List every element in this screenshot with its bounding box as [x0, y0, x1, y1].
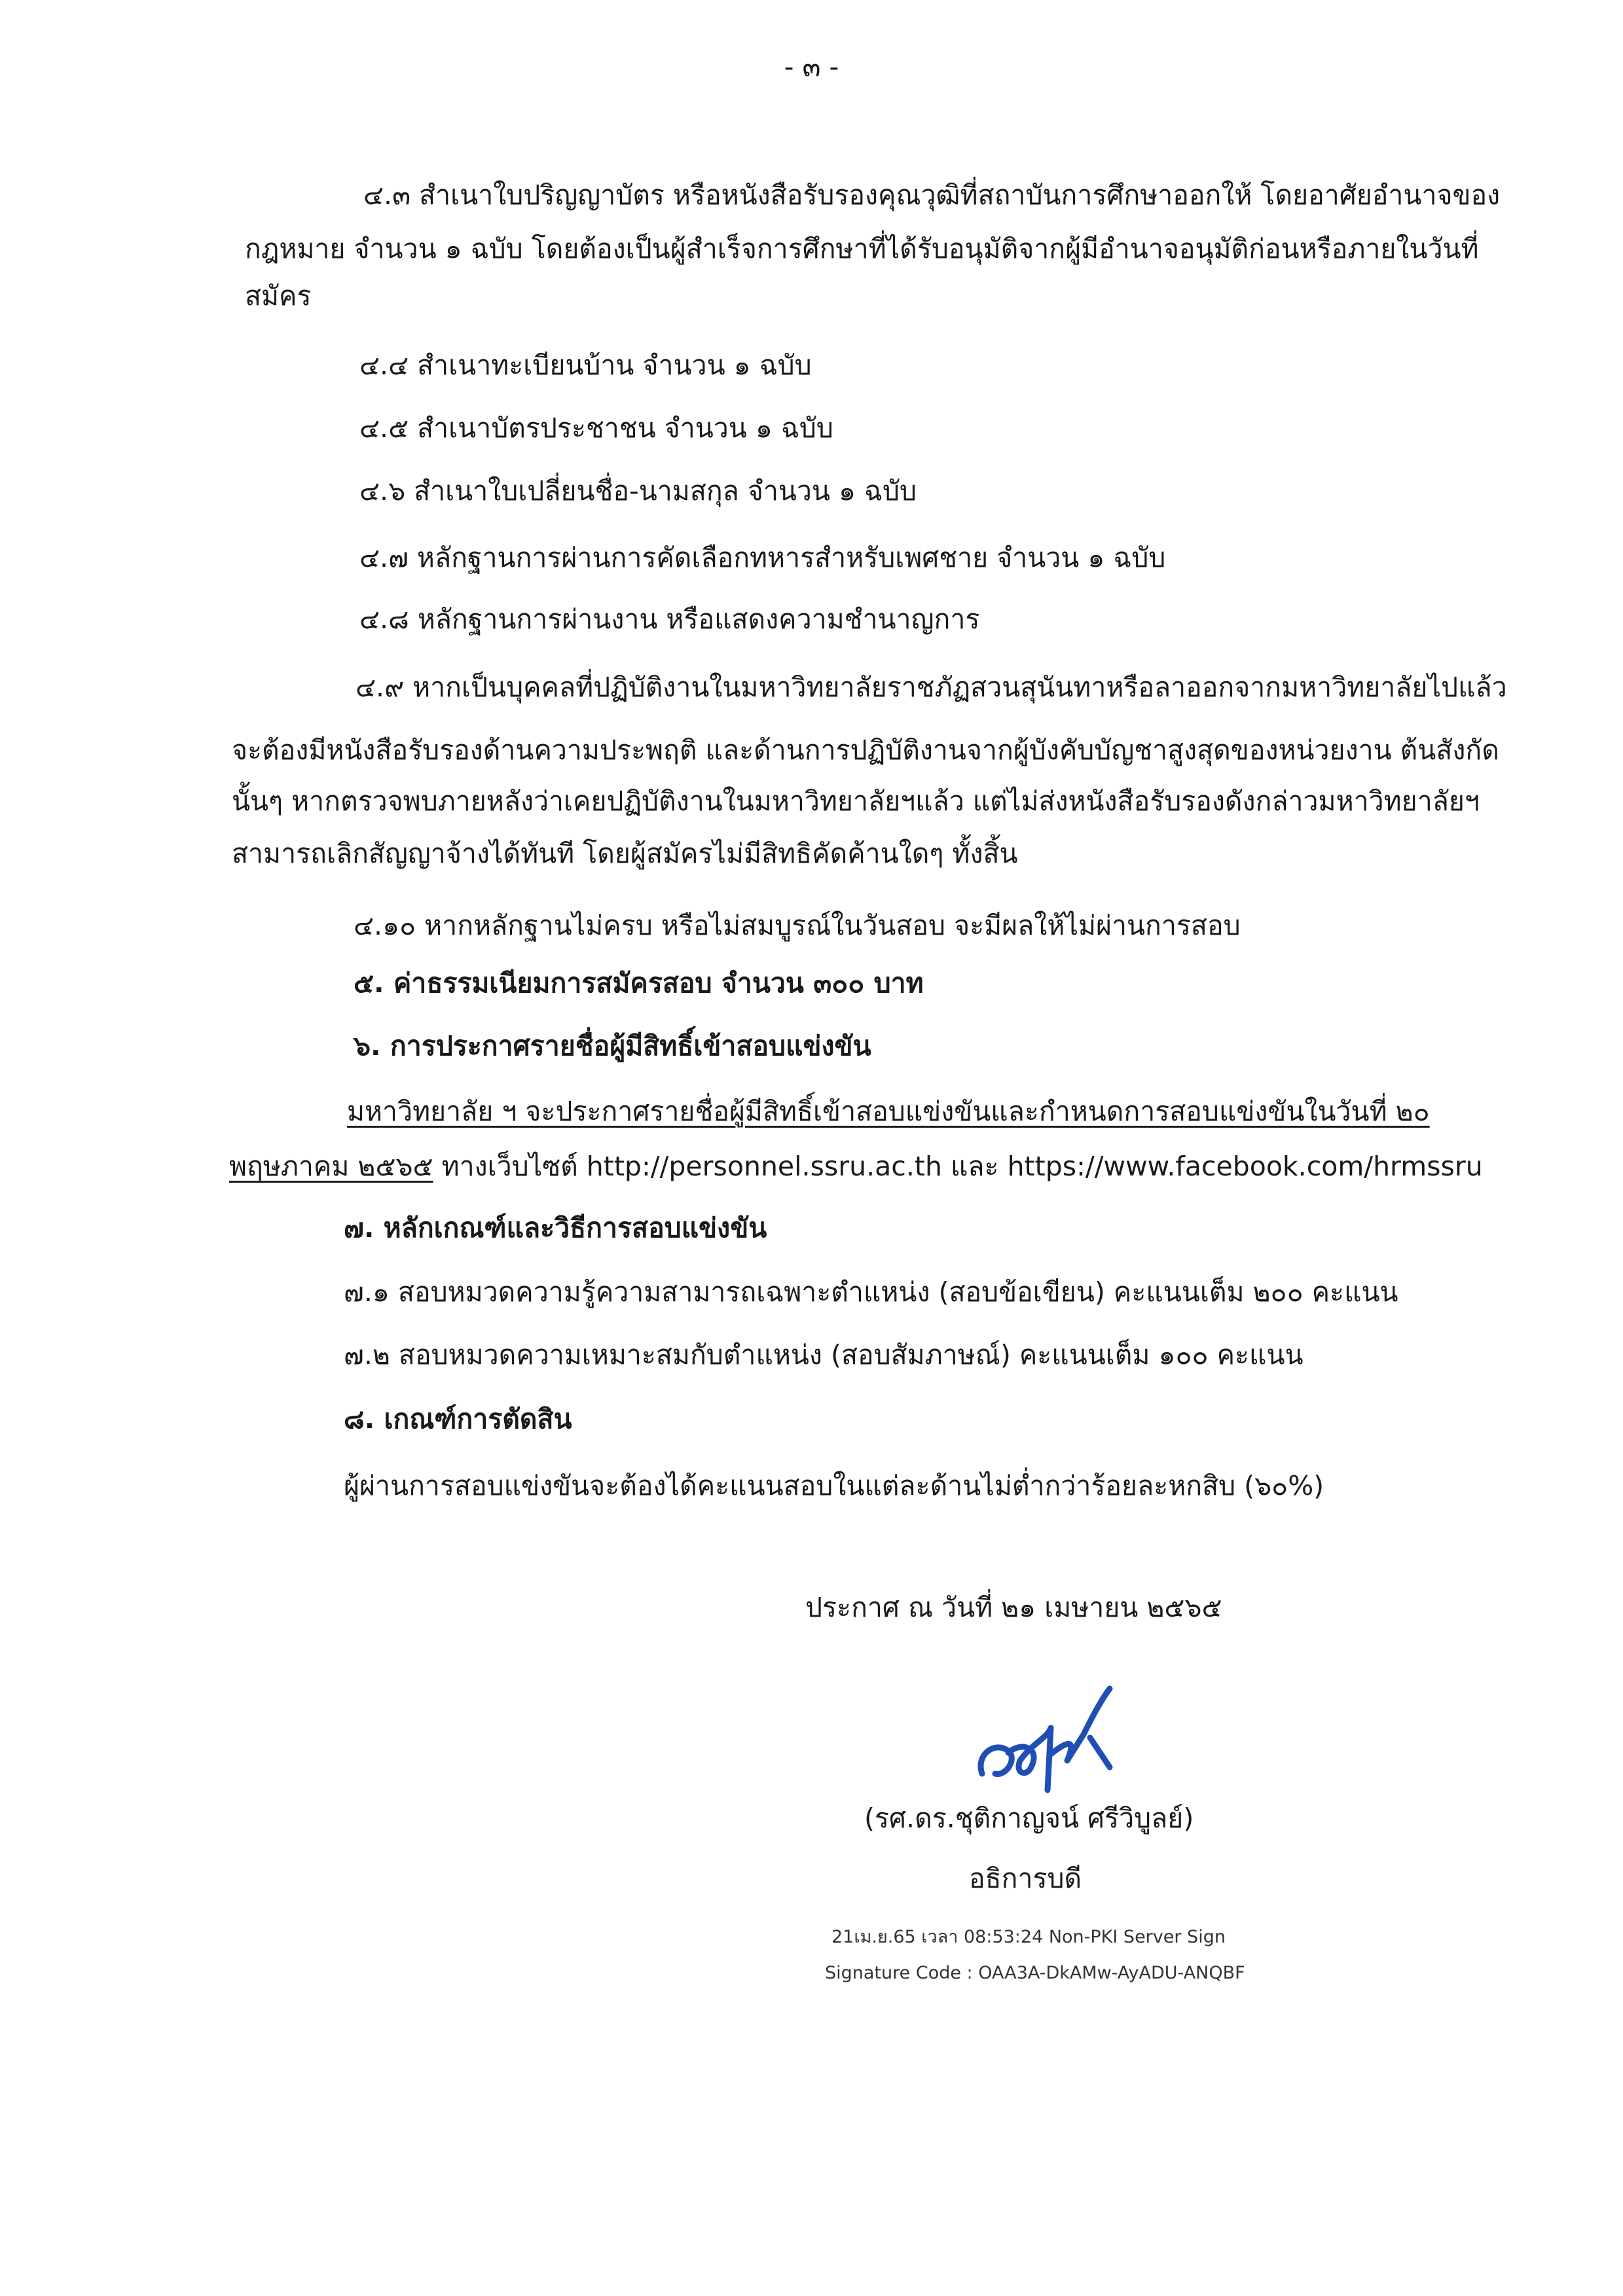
item-4-6: ๔.๖ สำเนาใบเปลี่ยนชื่อ-นามสกุล จำนวน ๑ ฉบับ — [359, 475, 917, 507]
item-4-5: ๔.๕ สำเนาบัตรประชาชน จำนวน ๑ ฉบับ — [359, 412, 833, 444]
section-8-heading: ๘. เกณฑ์การตัดสิน — [344, 1403, 572, 1435]
item-4-9-line4: สามารถเลิกสัญญาจ้างได้ทันที โดยผู้สมัครไม่มีสิทธิคัดค้านใดๆ ทั้งสิ้น — [232, 838, 1018, 869]
item-4-7: ๔.๗ หลักฐานการผ่านการคัดเลือกทหารสำหรับเพศชาย จำนวน ๑ ฉบับ — [359, 542, 1166, 573]
handwritten-signature — [969, 1676, 1120, 1806]
item-4-10: ๔.๑๐ หากหลักฐานไม่ครบ หรือไม่สมบูรณ์ในวันสอบ จะมีผลให้ไม่ผ่านการสอบ — [354, 910, 1241, 941]
section-7-heading: ๗. หลักเกณฑ์และวิธีการสอบแข่งขัน — [344, 1212, 767, 1244]
signature-code: Signature Code : OAA3A-DkAMw-AyADU-ANQBF — [825, 1963, 1245, 1983]
item-4-8: ๔.๘ หลักฐานการผ่านงาน หรือแสดงความชำนาญการ — [359, 603, 980, 635]
sign-timestamp: 21เม.ย.65 เวลา 08:53:24 Non-PKI Server Sign — [831, 1927, 1226, 1947]
section-7-item2: ๗.๒ สอบหมวดความเหมาะสมกับตำแหน่ง (สอบสัมภาษณ์) คะแนนเต็ม ๑๐๐ คะแนน — [344, 1339, 1304, 1371]
item-4-3-line2: กฎหมาย จำนวน ๑ ฉบับ โดยต้องเป็นผู้สำเร็จการศึกษาที่ได้รับอนุมัติจากผู้มีอำนาจอนุมัติก่อนหรือภายในวันที่ — [245, 233, 1479, 264]
page-number: - ๓ - — [784, 51, 839, 82]
signer-name: (รศ.ดร.ชุติกาญจน์ ศรีวิบูลย์) — [864, 1803, 1194, 1834]
section-6-heading: ๖. การประกาศรายชื่อผู้มีสิทธิ์เข้าสอบแข่งขัน — [354, 1030, 871, 1062]
section-5-heading: ๕. ค่าธรรมเนียมการสมัครสอบ จำนวน ๓๐๐ บาท — [354, 967, 924, 999]
item-4-4: ๔.๔ สำเนาทะเบียนบ้าน จำนวน ๑ ฉบับ — [359, 350, 812, 381]
item-4-9-line1: ๔.๙ หากเป็นบุคคลที่ปฏิบัติงานในมหาวิทยาลัยราชภัฏสวนสุนันทาหรือลาออกจากมหาวิทยาลัยไปแล้ว — [356, 672, 1507, 703]
website-links: ทางเว็บไซต์ http://personnel.ssru.ac.th และ https://www.facebook.com/hrmssru — [433, 1151, 1483, 1182]
item-4-3-line1: ๔.๓ สำเนาใบปริญญาบัตร หรือหนังสือรับรองคุณวุฒิที่สถาบันการศึกษาออกให้ โดยอาศัยอำนาจของ — [363, 179, 1501, 211]
section-6-line2 — [229, 1147, 1483, 1186]
section-8-text: ผู้ผ่านการสอบแข่งขันจะต้องได้คะแนนสอบในแต่ละด้านไม่ต่ำกว่าร้อยละหกสิบ (๖๐%) — [344, 1470, 1324, 1501]
section-7-item1: ๗.๑ สอบหมวดความรู้ความสามารถเฉพาะตำแหน่ง (สอบข้อเขียน) คะแนนเต็ม ๒๐๐ คะแนน — [344, 1276, 1398, 1308]
item-4-9-line3: นั้นๆ หากตรวจพบภายหลังว่าเคยปฏิบัติงานในมหาวิทยาลัยฯแล้ว แต่ไม่ส่งหนังสือรับรองดังกล่าวมหาวิทยาลัยฯ — [232, 785, 1480, 817]
item-4-3-line3: สมัคร — [245, 280, 312, 312]
announce-date: ประกาศ ณ วันที่ ๒๑ เมษายน ๒๕๖๕ — [805, 1592, 1222, 1623]
announce-date-underlined: พฤษภาคม ๒๕๖๕ — [229, 1151, 433, 1182]
section-6-line1: มหาวิทยาลัย ฯ จะประกาศรายชื่อผู้มีสิทธิ์เข้าสอบแข่งขันและกำหนดการสอบแข่งขันในวันที่ ๒๐ — [347, 1096, 1430, 1127]
signer-title: อธิการบดี — [969, 1863, 1082, 1894]
item-4-9-line2: จะต้องมีหนังสือรับรองด้านความประพฤติ และด้านการปฏิบัติงานจากผู้บังคับบัญชาสูงสุดของหน่วยงาน ต้นสังกัด — [232, 734, 1499, 766]
